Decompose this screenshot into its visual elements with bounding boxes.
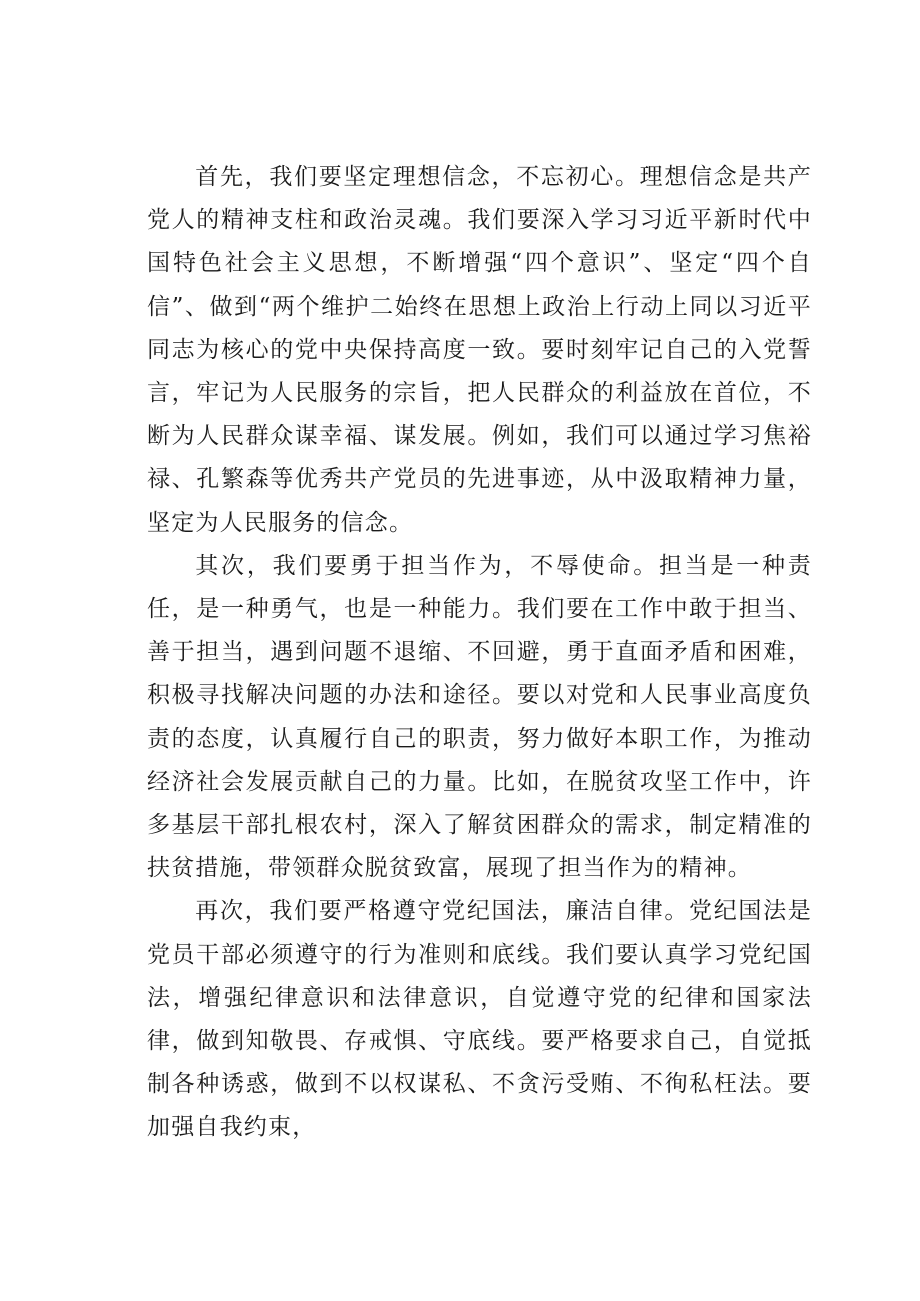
paragraph-ideals: 首先，我们要坚定理想信念，不忘初心。理想信念是共产党人的精神支柱和政治灵魂。我们要深入学习习近平新时代中国特色社会主义思想，不断增强“四个意识”、坚定“四个自信”、做到“两个维护二始终在思想上政治上行动上同以习近平同志为核心的党中央保持高度一致。要时刻牢记自己的入党誓言，牢记为人民服务的宗旨，把人民群众的利益放在首位，不断为人民群众谋幸福、谋发展。例如，我们可以通过学习焦裕禄、孔繁森等优秀共产党员的先进事迹，从中汲取精神力量，坚定为人民服务的信念。 bbox=[147, 164, 812, 536]
paragraph-discipline: 再次，我们要严格遵守党纪国法，廉洁自律。党纪国法是党员干部必须遵守的行为准则和底线。我们要认真学习党纪国法，增强纪律意识和法律意识，自觉遵守党的纪律和国家法律，做到知敬畏、存戒惧、守底线。要严格要求自己，自觉抵制各种诱惑，做到不以权谋私、不贪污受贿、不徇私枉法。要加强自我约束， bbox=[147, 898, 812, 1141]
document-body bbox=[147, 156, 812, 1150]
paragraph-responsibility: 其次，我们要勇于担当作为，不辱使命。担当是一种责任，是一种勇气，也是一种能力。我们要在工作中敢于担当、善于担当，遇到问题不退缩、不回避，勇于直面矛盾和困难，积极寻找解决问题的办法和途径。要以对党和人民事业高度负责的态度，认真履行自己的职责，努力做好本职工作，为推动经济社会发展贡献自己的力量。比如，在脱贫攻坚工作中，许多基层干部扎根农村，深入了解贫困群众的需求，制定精准的扶贫措施，带领群众脱贫致富，展现了担当作为的精神。 bbox=[147, 552, 812, 882]
